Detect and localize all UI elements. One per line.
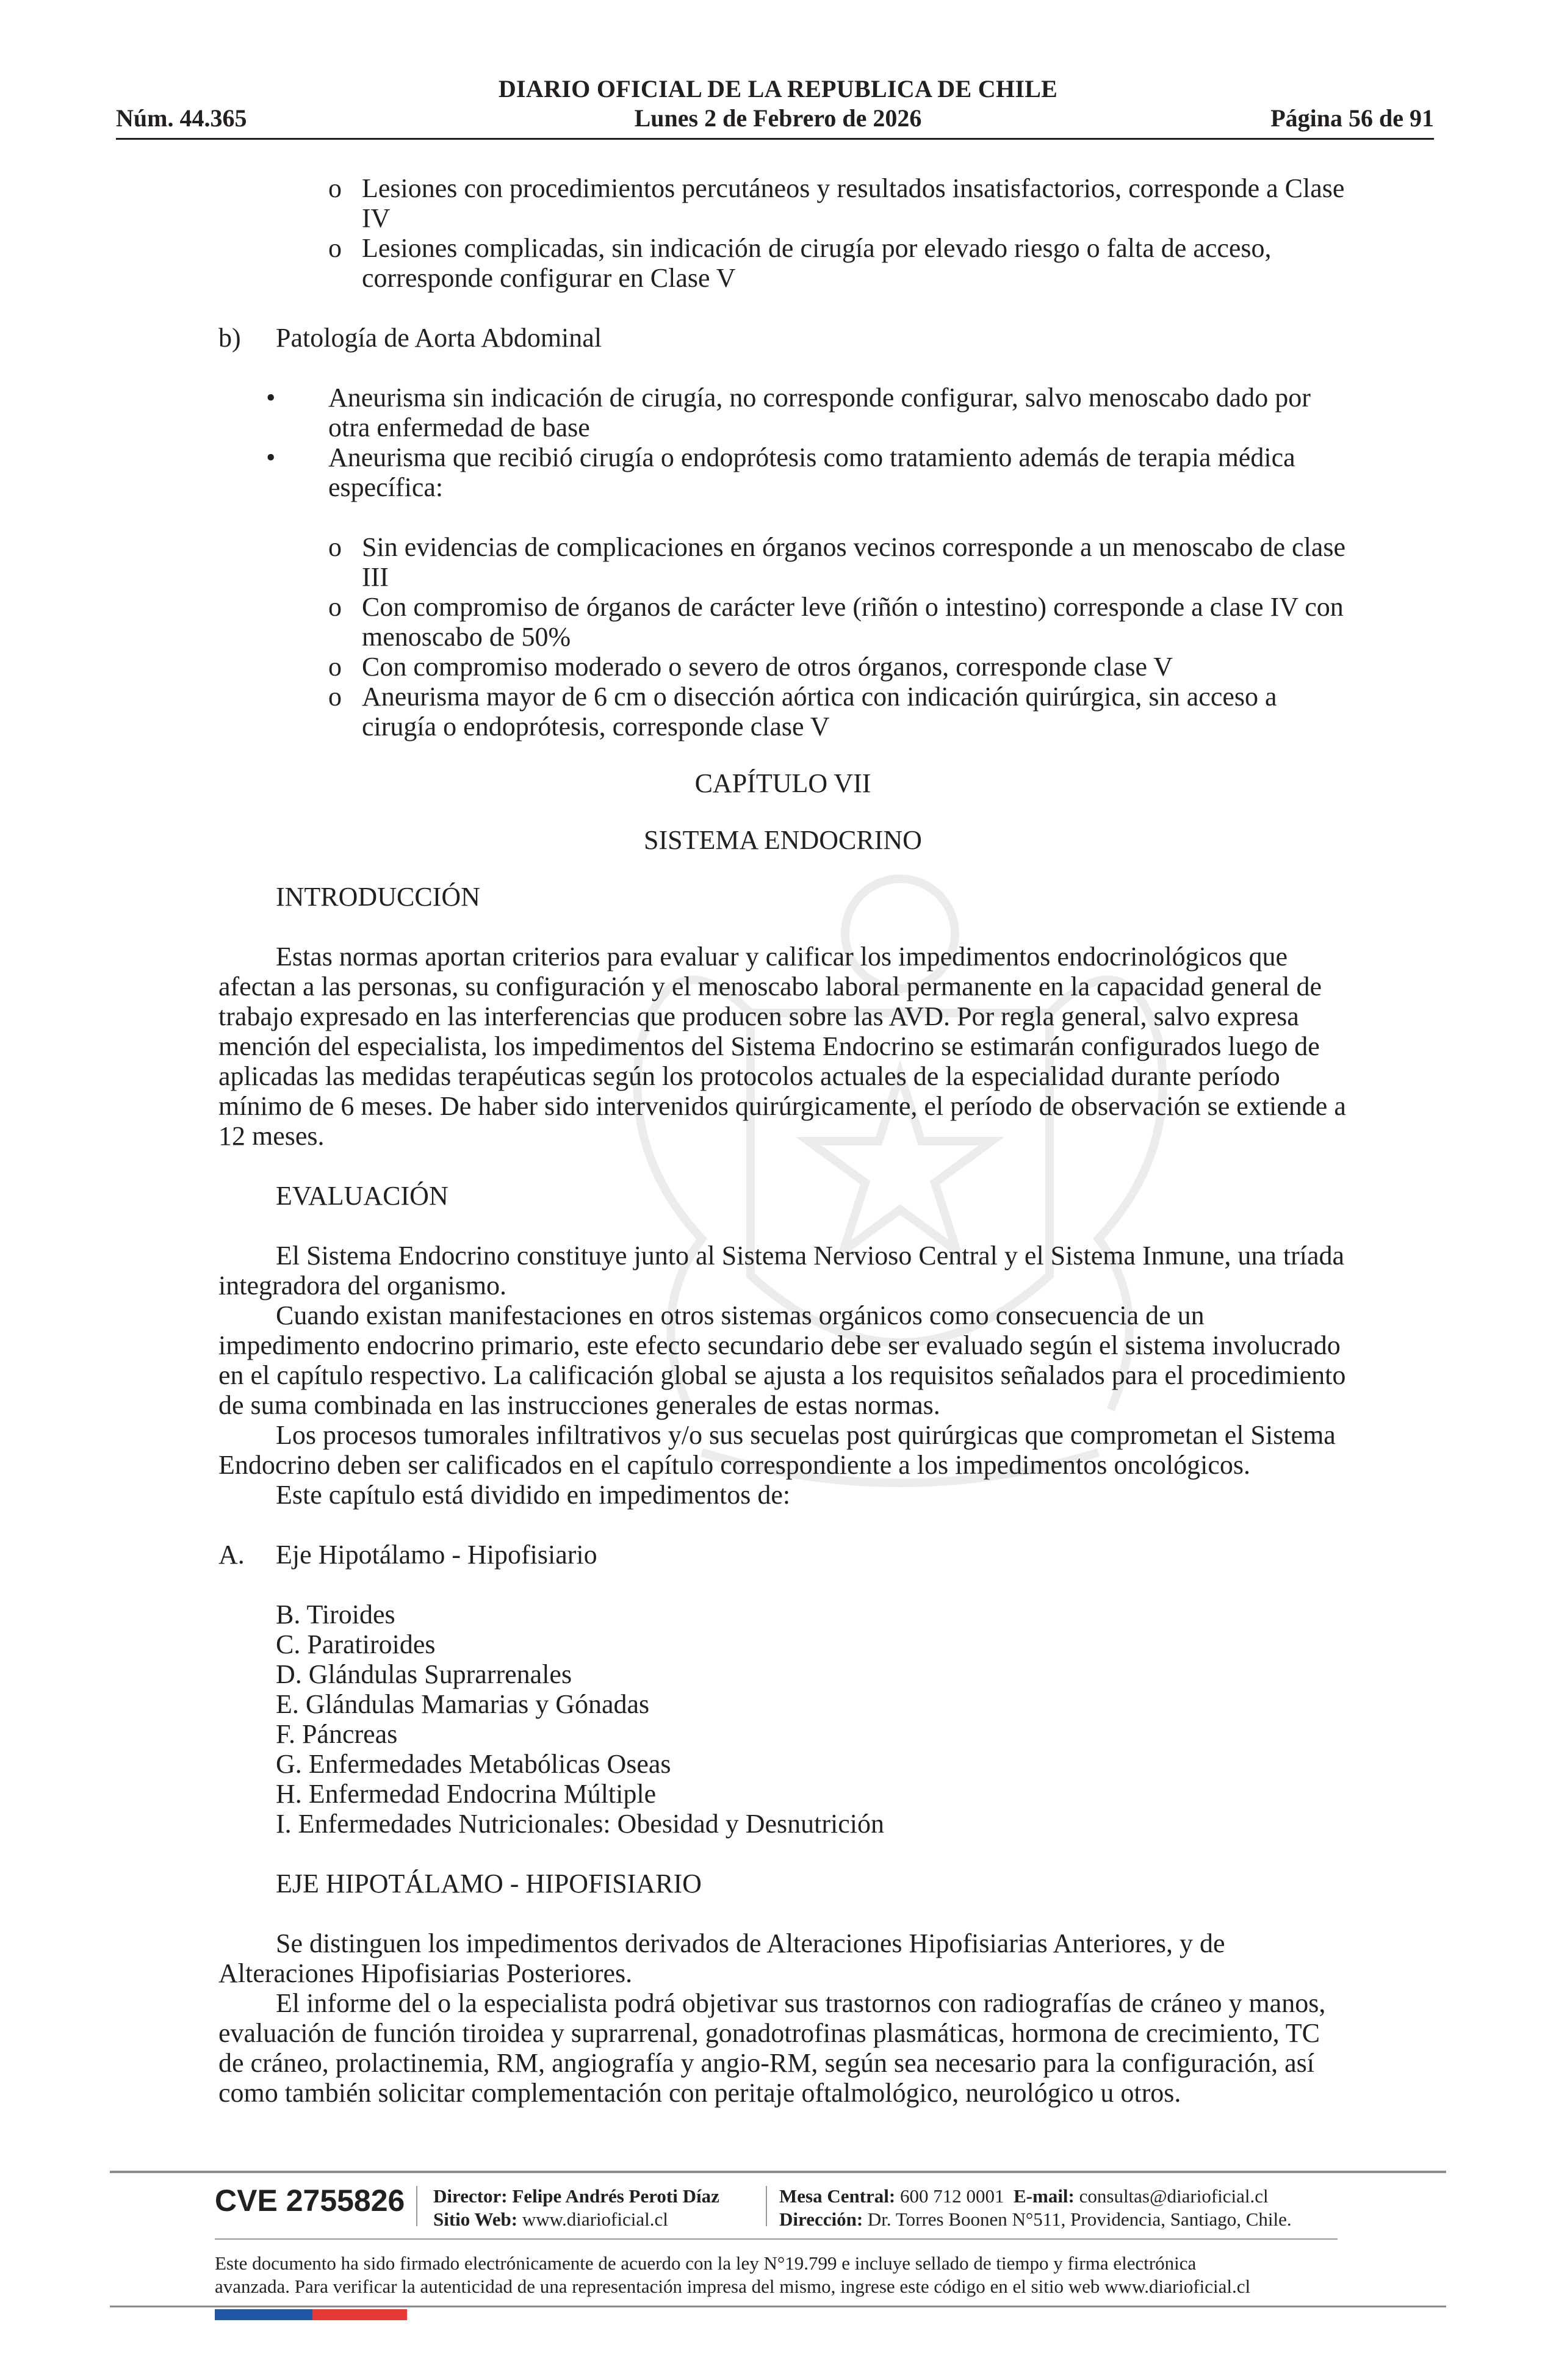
axis-heading: EJE HIPOTÁLAMO - HIPOFISIARIO [276,1869,702,1899]
evaluation-paragraph: Los procesos tumorales infiltrativos y/o sus secuelas post quirúrgicas que comprometan el Sistema Endocrino deben ser calificados en el capítulo correspondiente a los impedimentos oncológicos. [218,1420,1336,1480]
bullet-icon: • [266,442,276,472]
flag-blue-bar [215,2309,312,2320]
section-marker: A. [218,1540,245,1570]
impediment-item: I. Enfermedades Nutricionales: Obesidad y Desnutrición [276,1809,885,1839]
issue-number: Núm. 44.365 [116,104,247,132]
impediment-item: B. Tiroides [276,1599,395,1629]
legal-notice [215,2252,1374,2298]
list-marker: o [328,652,342,682]
flag-red-bar [312,2309,407,2320]
list-marker: o [328,682,342,712]
footer-director-block [433,2185,719,2231]
page-number: Página 56 de 91 [1270,104,1434,132]
axis-paragraph: Se distinguen los impedimentos derivados de Alteraciones Hipofisiarias Anteriores, y de Alteraciones Hipofisiarias Posteriores. [218,1928,1225,1988]
email-link[interactable]: consultas@diarioficial.cl [1079,2185,1269,2207]
cve-code: CVE 2755826 [215,2183,405,2218]
impediment-item: C. Paratiroides [276,1629,436,1659]
footer-divider [416,2186,417,2226]
section-a-heading [218,1540,1347,1570]
list-item [218,652,1347,682]
footer-rule [215,2238,1338,2240]
section-b-heading [218,323,1347,353]
list-item-text: Con compromiso moderado o severo de otros órganos, corresponde clase V [362,652,1173,682]
web-link[interactable]: www.diarioficial.cl [522,2209,668,2230]
list-item [218,592,1347,652]
web-label: Sitio Web: [433,2209,518,2230]
list-item-text: Lesiones complicadas, sin indicación de cirugía por elevado riesgo o falta de acceso, corresponde configurar en Clase V [362,233,1272,293]
bullet-item [218,383,1347,442]
section-marker: b) [218,323,241,353]
evaluation-paragraph: Cuando existan manifestaciones en otros sistemas orgánicos como consecuencia de un impedimento endocrino primario, este efecto secundario debe ser evaluado según el sistema involucrado en el capítulo respectivo. La calificación global se ajusta a los requisitos señalados para el procedimiento de suma combinada en las instrucciones generales de estas normas. [218,1300,1346,1420]
section-title: Patología de Aorta Abdominal [276,323,602,353]
chapter-number: CAPÍTULO VII [694,768,871,798]
chapter-title: SISTEMA ENDOCRINO [644,825,922,855]
director-label: Director: [433,2185,508,2207]
impediment-item: D. Glándulas Suprarrenales [276,1659,572,1689]
axis-paragraph: El informe del o la especialista podrá objetivar sus trastornos con radiografías de cráneo y manos, evaluación de función tiroidea y suprarrenal, gonadotrofinas plasmáticas, hormona de crecimiento, TC de cráneo, prolactinemia, RM, angiografía y angio-RM, según sea necesario para la configuración, así como también solicitar complementación con peritaje oftalmológico, neurológico u otros. [218,1988,1326,2108]
newspaper-title: DIARIO OFICIAL DE LA REPUBLICA DE CHILE [498,75,1058,103]
evaluation-heading: EVALUACIÓN [276,1181,448,1211]
phone-value: 600 712 0001 [900,2185,1004,2207]
address-value: Dr. Torres Boonen N°511, Providencia, Santiago, Chile. [867,2209,1292,2230]
list-marker: o [328,592,342,622]
impediment-item: G. Enfermedades Metabólicas Oseas [276,1749,671,1779]
list-item [218,532,1347,592]
footer-divider [766,2186,767,2226]
bullet-text: Aneurisma sin indicación de cirugía, no corresponde configurar, salvo menoscabo dado por otra enfermedad de base [328,383,1311,442]
list-item-text: Aneurisma mayor de 6 cm o disección aórtica con indicación quirúrgica, sin acceso a cirugía o endoprótesis, corresponde clase V [362,682,1277,741]
bullet-icon: • [266,383,276,413]
list-item [218,682,1347,741]
list-item-text: Sin evidencias de complicaciones en órganos vecinos corresponde a un menoscabo de clase III [362,532,1345,592]
legal-line: Este documento ha sido firmado electrónicamente de acuerdo con la ley N°19.799 e incluye sellado de tiempo y firma electrónica [215,2252,1197,2274]
bullet-text: Aneurisma que recibió cirugía o endoprótesis como tratamiento además de terapia médica específica: [328,442,1295,502]
page-content [218,173,1347,2108]
list-marker: o [328,532,342,562]
list-item-text: Con compromiso de órganos de carácter leve (riñón o intestino) corresponde a clase IV con menoscabo de 50% [362,592,1344,652]
address-label: Dirección: [779,2209,863,2230]
list-item [218,233,1347,293]
list-item [218,173,1347,233]
intro-paragraph: Estas normas aportan criterios para evaluar y calificar los impedimentos endocrinológicos que afectan a las personas, su configuración y el menoscabo laboral permanente en la capacidad general de trabajo expresado en las interferencias que producen sobre las AVD. Por regla general, salvo expresa mención del especialista, los impedimentos del Sistema Endocrino se estimarán configurados luego de aplicadas las medidas terapéuticas según los protocolos actuales de la especialidad durante período mínimo de 6 meses. De haber sido intervenidos quirúrgicamente, el período de observación se extiende a 12 meses. [218,942,1346,1151]
phone-label: Mesa Central: [779,2185,896,2207]
impediment-item: H. Enfermedad Endocrina Múltiple [276,1779,657,1809]
list-marker: o [328,233,342,263]
director-name: Felipe Andrés Peroti Díaz [512,2185,719,2207]
evaluation-paragraph: El Sistema Endocrino constituye junto al Sistema Nervioso Central y el Sistema Inmune, una tríada integradora del organismo. [218,1241,1345,1300]
impediment-item: E. Glándulas Mamarias y Gónadas [276,1689,650,1719]
impediment-item: F. Páncreas [276,1719,398,1749]
bullet-item [218,442,1347,502]
footer-rule [110,2171,1446,2173]
list-marker: o [328,173,342,203]
list-item-text: Lesiones con procedimientos percutáneos y resultados insatisfactorios, corresponde a Clase IV [362,173,1345,233]
email-label: E-mail: [1014,2185,1075,2207]
legal-line: avanzada. Para verificar la autenticidad de una representación impresa del mismo, ingrese este código en el sitio web www.diarioficial.cl [215,2276,1251,2297]
footer-contact-block [779,2185,1292,2231]
intro-heading: INTRODUCCIÓN [276,882,480,912]
evaluation-paragraph: Este capítulo está dividido en impedimentos de: [276,1480,791,1510]
header-rule [116,138,1434,140]
section-title: Eje Hipotálamo - Hipofisiario [276,1540,597,1570]
footer-rule [110,2306,1446,2307]
issue-date: Lunes 2 de Febrero de 2026 [634,104,922,132]
